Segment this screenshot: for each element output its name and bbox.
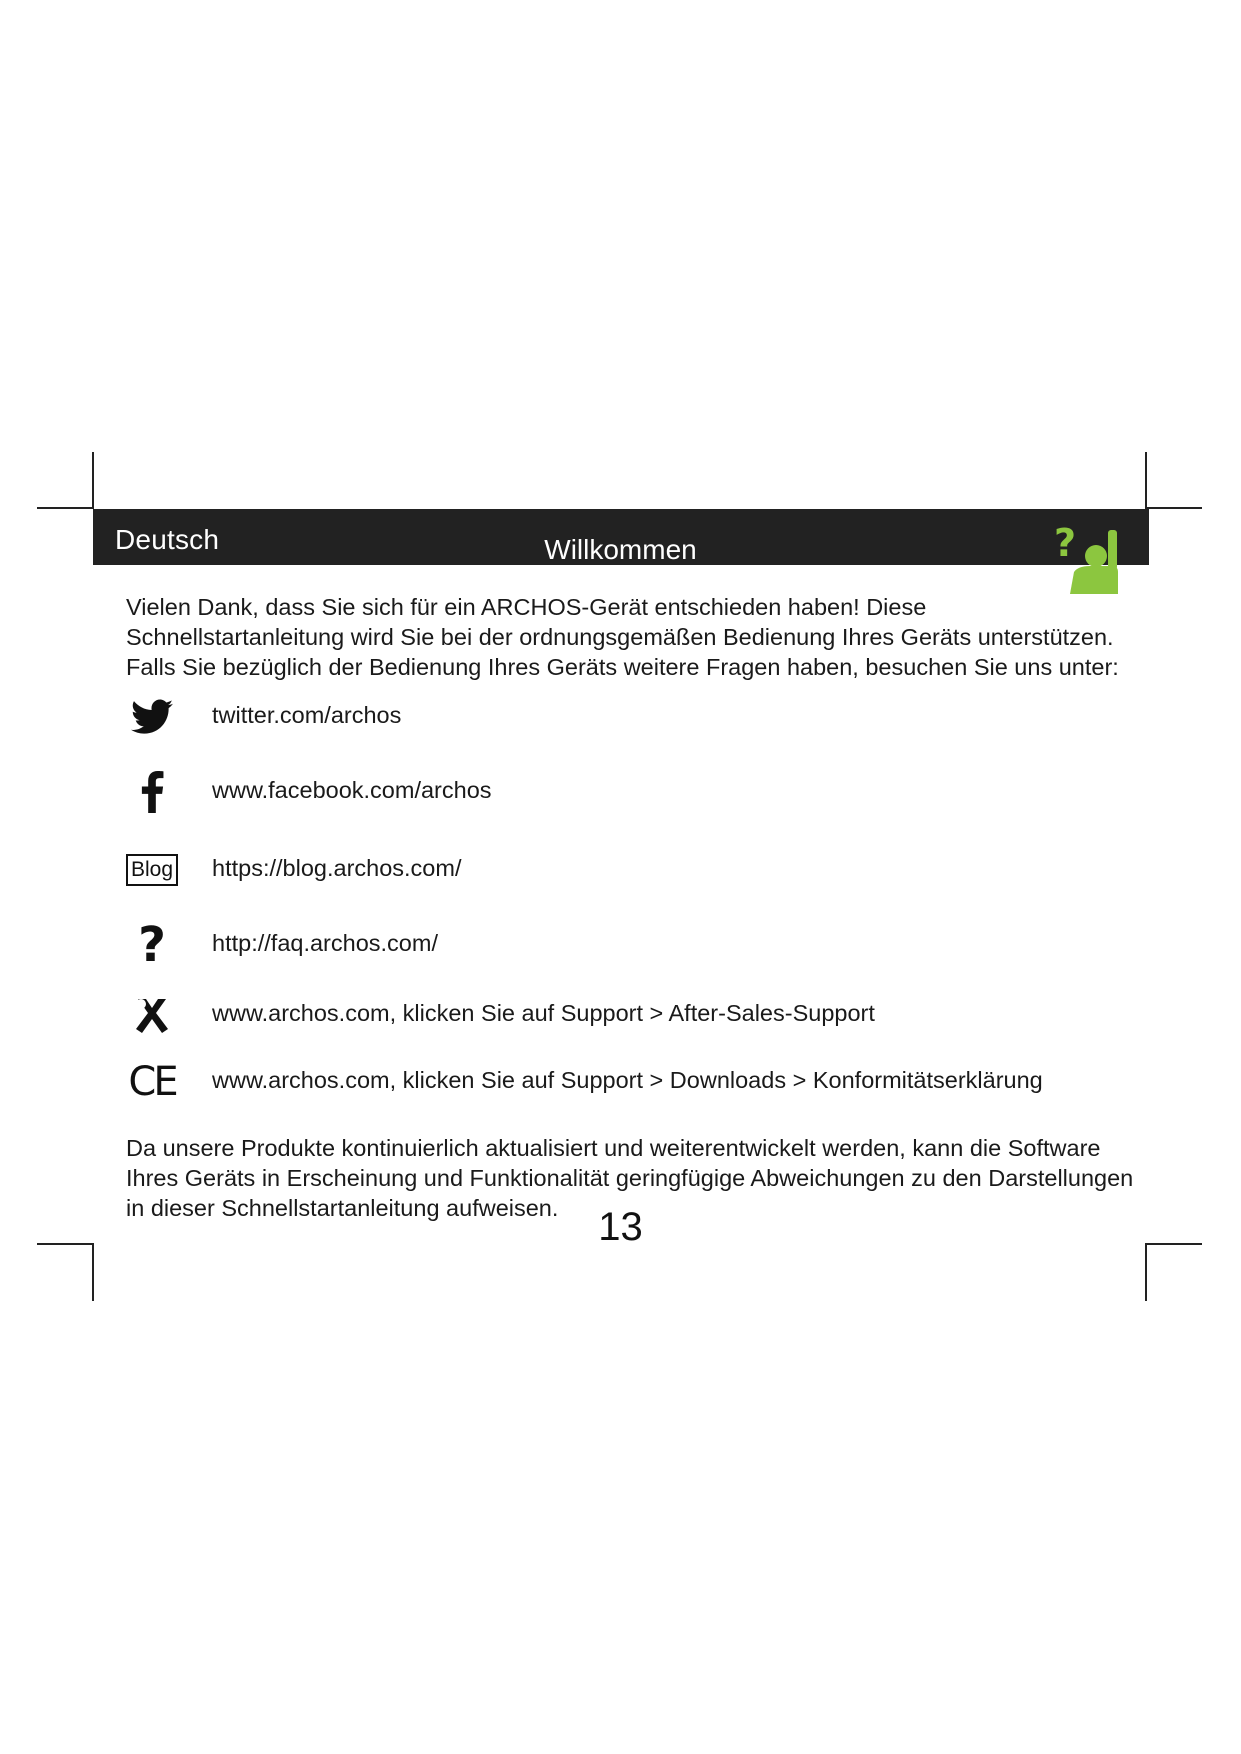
list-item xyxy=(126,1059,1126,1109)
question-icon-glyph: ? xyxy=(138,917,166,973)
ce-icon xyxy=(126,1059,178,1105)
help-question-person-icon xyxy=(1050,520,1132,602)
tools-icon xyxy=(126,992,178,1038)
facebook-icon xyxy=(126,769,178,815)
language-label: Deutsch xyxy=(115,524,220,555)
crop-mark xyxy=(1145,1243,1147,1301)
list-item xyxy=(126,917,1126,973)
twitter-link[interactable]: twitter.com/archos xyxy=(212,702,402,728)
svg-text:?: ? xyxy=(1054,521,1077,565)
blog-link[interactable]: https://blog.archos.com/ xyxy=(212,855,462,881)
crop-mark xyxy=(1147,507,1202,509)
conformity-link[interactable]: www.archos.com, klicken Sie auf Support > Downloads > Konformitätserklärung xyxy=(212,1067,1043,1093)
list-item xyxy=(126,847,1126,897)
ce-icon-glyph: CE xyxy=(128,1059,176,1105)
page-number: 13 xyxy=(598,1205,643,1249)
blog-icon-label: Blog xyxy=(126,854,178,886)
crop-mark xyxy=(92,1243,94,1301)
support-link[interactable]: www.archos.com, klicken Sie auf Support > After-Sales-Support xyxy=(212,1000,875,1026)
intro-paragraph: Vielen Dank, dass Sie sich für ein ARCHOS-Gerät entschieden haben! Diese Schnellstartanleitung wird Sie bei der ordnungsgemäßen Bedienung Ihres Geräts unterstützen. Falls Sie bezüglich der Bedienung Ihres Geräts weitere Fragen haben, besuchen Sie uns unter: xyxy=(126,594,1119,680)
question-icon xyxy=(126,917,178,973)
crop-mark xyxy=(92,452,94,509)
blog-icon xyxy=(126,847,178,893)
crop-mark xyxy=(1145,452,1147,509)
twitter-icon xyxy=(126,694,178,740)
page-title: Willkommen xyxy=(544,534,697,565)
list-item xyxy=(126,694,1126,744)
facebook-link[interactable]: www.facebook.com/archos xyxy=(212,777,492,803)
list-item xyxy=(126,769,1126,819)
crop-mark xyxy=(37,507,93,509)
disclaimer-paragraph: Da unsere Produkte kontinuierlich aktualisiert und weiterentwickelt werden, kann die Software Ihres Geräts in Erscheinung und Funktionalität geringfügige Abweichungen zu den Darstellungen in dieser Schnellstartanleitung aufweisen. xyxy=(126,1135,1134,1221)
faq-link[interactable]: http://faq.archos.com/ xyxy=(212,930,438,956)
list-item xyxy=(126,992,1126,1042)
